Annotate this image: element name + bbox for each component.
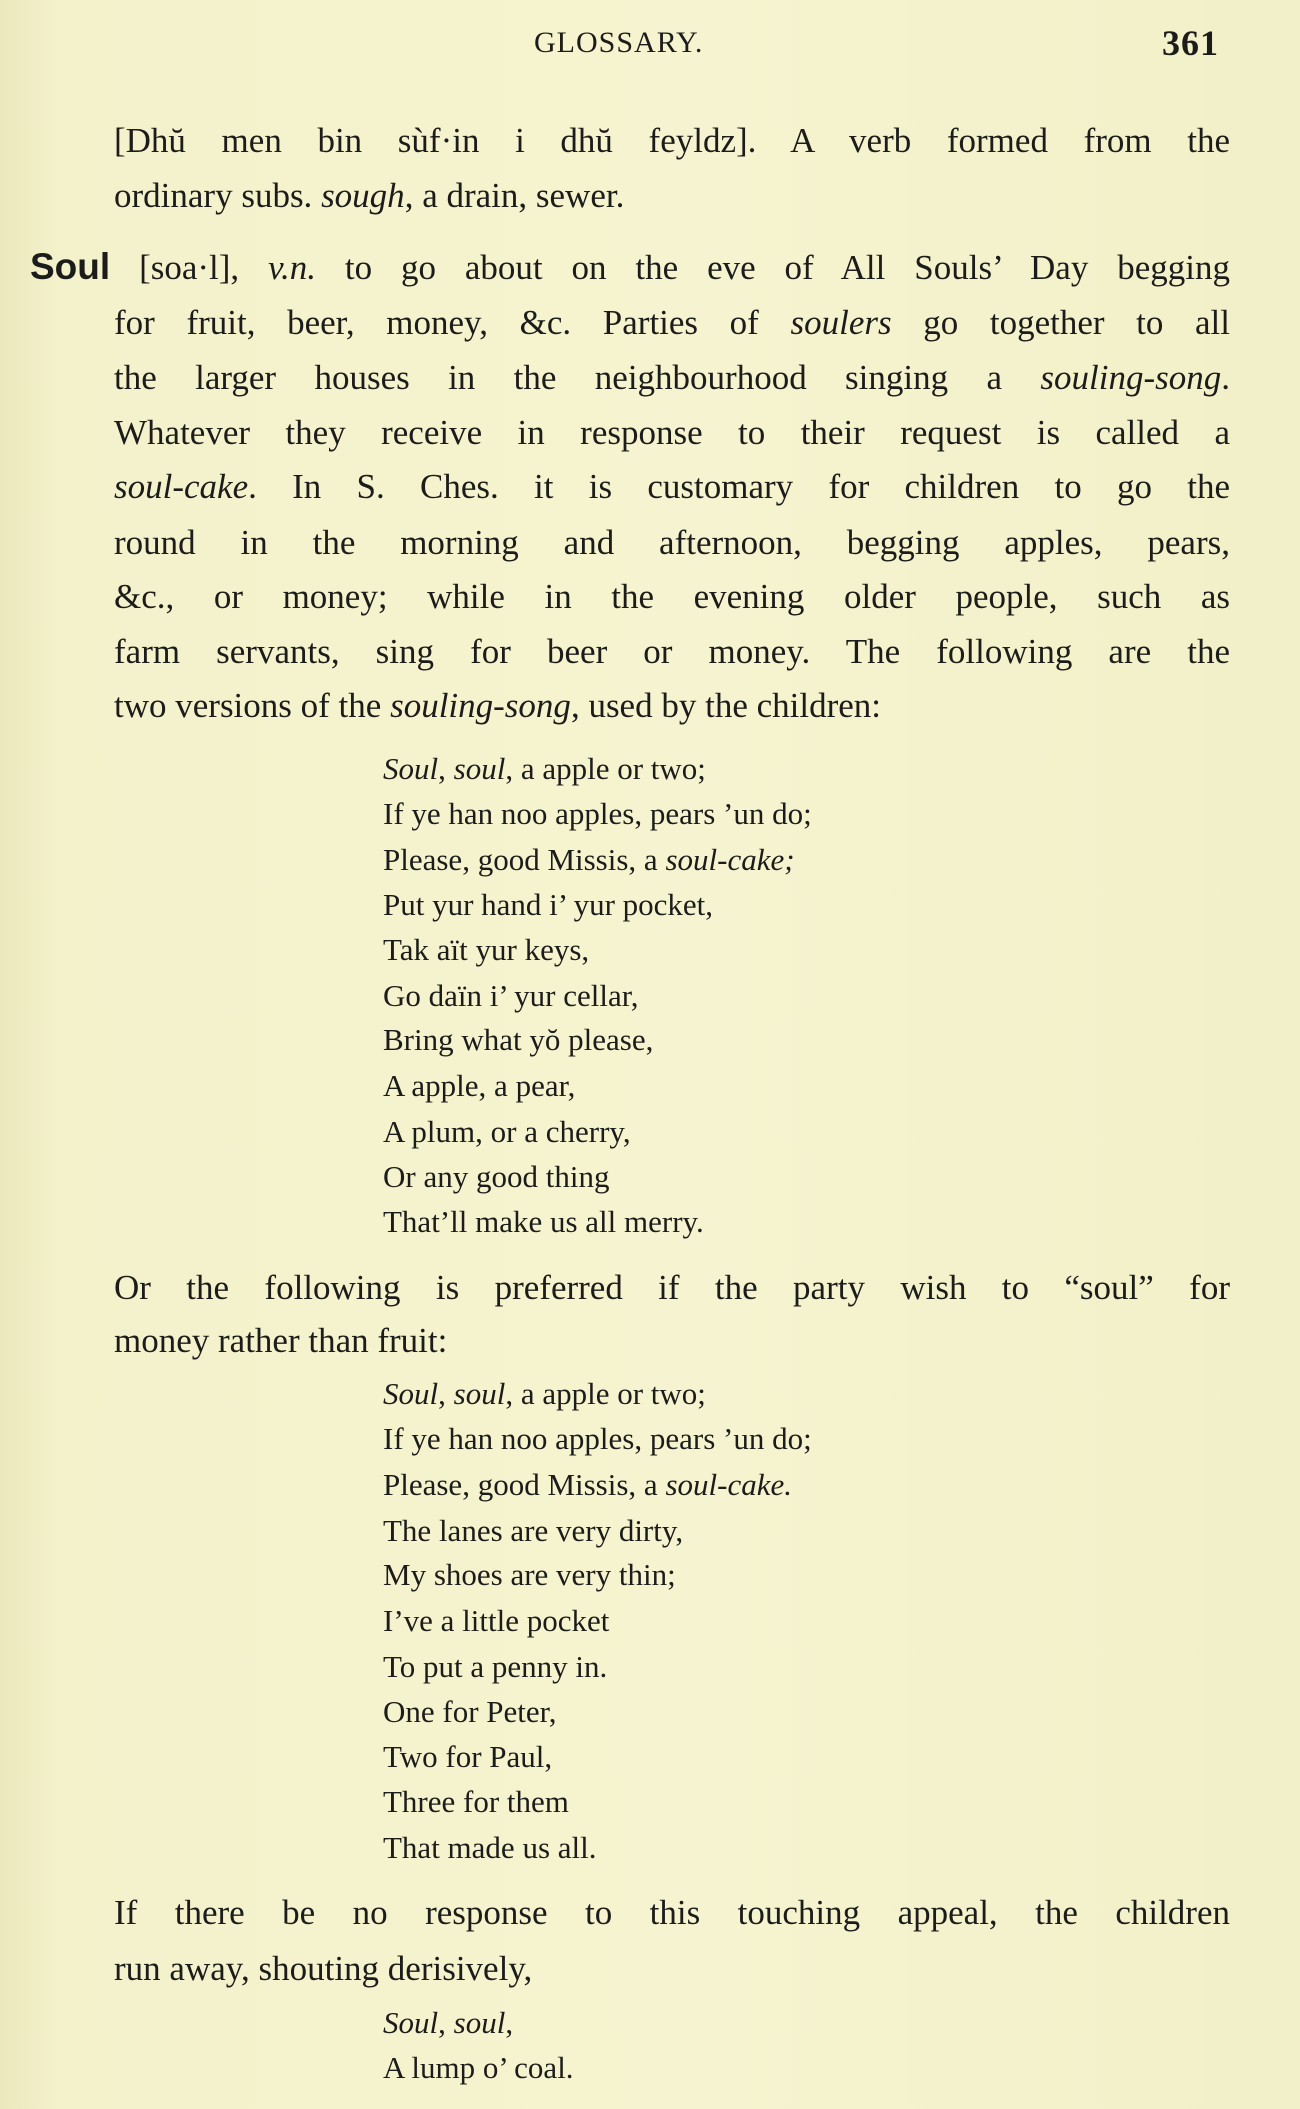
paragraph-line [114,1888,1230,1938]
paragraph-line [114,353,1230,403]
text-segment: That’ll make us all merry. [383,1204,704,1239]
text-segment: I’ve a little pocket [383,1603,610,1638]
text-segment: two versions of the [114,686,391,725]
text-segment: A lump o’ coal. [383,2050,574,2085]
verse-line [383,1372,706,1416]
text-segment: , a apple or two; [505,1376,706,1411]
text-segment: farm servants, sing for beer or money. The following are the [114,632,1230,671]
paragraph-line [114,462,1230,512]
text-segment: run away, shouting derisively, [114,1949,533,1988]
text-segment: , [505,2005,514,2040]
text-segment: round in the morning and afternoon, begging apples, pears, [114,523,1230,562]
text-segment: &c., or money; while in the evening older people, such as [114,577,1230,616]
text-segment: the larger houses in the neighbourhood singing a [114,358,1041,397]
text-segment: Bring what yŏ please, [383,1022,654,1057]
verse-line [383,1155,609,1199]
running-head: GLOSSARY. [534,26,704,59]
text-segment: To put a penny in. [383,1649,608,1684]
italic-text: soulers [790,303,892,342]
verse-line [383,928,589,972]
verse-line [383,838,795,882]
verse-line [383,2046,574,2090]
text-segment: money rather than fruit: [114,1321,448,1360]
text-segment: to go about on the eve of All Souls’ Day begging [316,248,1230,287]
verse-line [383,1064,575,1108]
paragraph-line [114,171,1230,221]
text-segment: If ye han noo apples, pears ’un do; [383,796,812,831]
italic-text: soul-cake. [665,1467,792,1502]
italic-text: Soul [383,1376,439,1411]
verse-line [383,2001,513,2045]
text-segment: Please, good Missis, a [383,842,666,877]
paragraph-line [114,1263,1230,1313]
verse-line [383,1645,607,1689]
paragraph-line [114,298,1230,348]
text-segment: Or the following is preferred if the party wish to “soul” for [114,1268,1230,1307]
verse-line [383,747,706,791]
verse-line [383,1200,704,1244]
italic-text: soul-cake; [665,842,795,877]
paragraph-line [114,572,1230,622]
paragraph-line [114,627,1230,677]
text-segment: Two for Paul, [383,1739,553,1774]
italic-text: soul [453,2005,506,2040]
page-number: 361 [1162,23,1219,63]
paragraph-line [114,116,1230,166]
text-segment: [Dhŭ men bin sùf·in i dhŭ feyldz]. A verb formed from the [114,121,1230,160]
paragraph-line [30,242,1230,292]
text-segment: Or any good thing [383,1159,610,1194]
verse-line [383,1018,653,1062]
verse-line [383,1826,597,1870]
text-segment: If ye han noo apples, pears ’un do; [383,1421,812,1456]
text-segment: , a drain, sewer. [404,176,625,215]
verse-line [383,1599,609,1643]
verse-line [383,1417,812,1461]
text-segment: , [438,751,454,786]
text-segment: , [438,1376,454,1411]
text-segment: Put yur hand i’ yur pocket, [383,887,714,922]
italic-text: Soul [383,751,439,786]
text-segment: A apple, a pear, [383,1068,576,1103]
text-segment: Tak aït yur keys, [383,932,590,967]
text-segment: A plum, or a cherry, [383,1114,631,1149]
verse-line [383,1553,676,1597]
paragraph-line [114,1944,1230,1994]
paragraph-line [114,681,1230,731]
italic-text: Soul [383,2005,439,2040]
paragraph-line [114,408,1230,458]
text-segment: . In S. Ches. it is customary for children to go the [248,467,1230,506]
text-segment: The lanes are very dirty, [383,1513,684,1548]
paragraph-line [114,1316,1230,1366]
verse-line [383,1690,557,1734]
text-segment: Three for them [383,1784,569,1819]
verse-line [383,883,713,927]
italic-text: souling-song [1040,358,1222,397]
text-segment: , [438,2005,454,2040]
text-segment: , used by the children: [570,686,881,725]
text-segment: . [1221,358,1230,397]
verse-line [383,974,639,1018]
text-segment: , a apple or two; [505,751,706,786]
paragraph-line [114,518,1230,568]
text-segment: go together to all [891,303,1230,342]
verse-line [383,1509,683,1553]
text-segment: My shoes are very thin; [383,1557,676,1592]
text-segment: Whatever they receive in response to their request is called a [114,413,1230,452]
verse-line [383,1735,552,1779]
text-segment: [soa·l], [110,248,269,287]
text-segment: Please, good Missis, a [383,1467,666,1502]
headword: Soul [30,246,111,287]
italic-text: sough [321,176,405,215]
verse-line [383,792,812,836]
verse-line [383,1463,792,1507]
text-segment: One for Peter, [383,1694,557,1729]
text-segment: If there be no response to this touching appeal, the children [114,1893,1230,1932]
italic-text: v.n. [268,248,316,287]
text-segment: ordinary subs. [114,176,322,215]
italic-text: soul [453,751,506,786]
text-segment: Go daïn i’ yur cellar, [383,978,639,1013]
text-segment: for fruit, beer, money, &c. Parties of [114,303,791,342]
verse-line [383,1110,631,1154]
italic-text: souling-song [390,686,571,725]
italic-text: soul [453,1376,506,1411]
verse-line [383,1780,569,1824]
italic-text: soul-cake [114,467,249,506]
text-segment: That made us all. [383,1830,597,1865]
